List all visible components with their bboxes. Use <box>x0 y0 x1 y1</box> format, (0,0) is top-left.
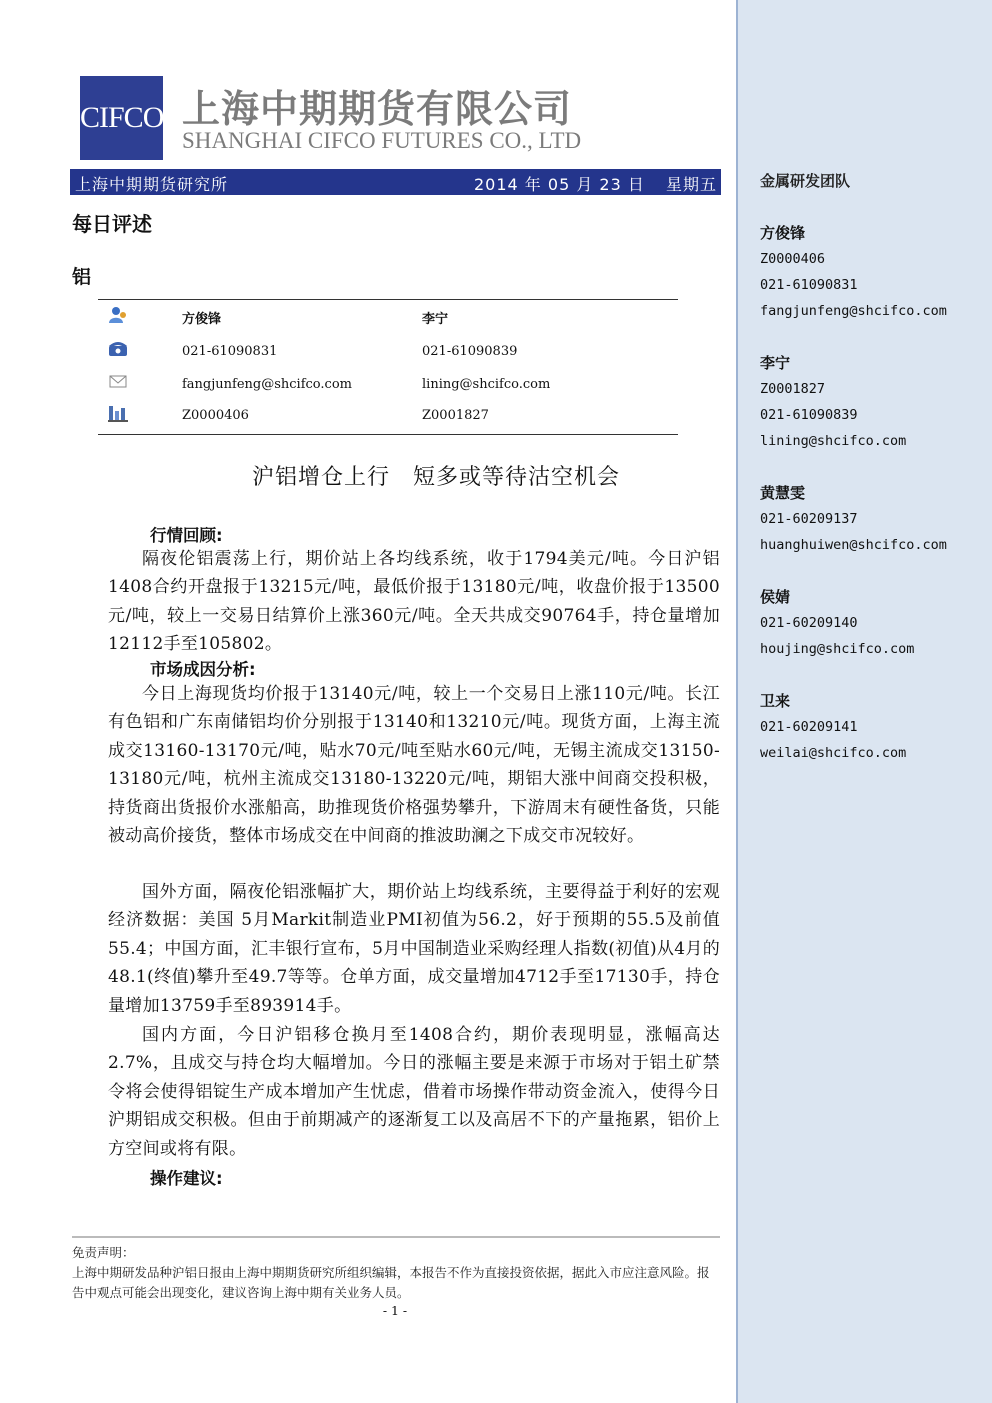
analyst-card-4 <box>760 584 914 662</box>
analyst-sidebar <box>736 0 992 1403</box>
report-headline: 沪铝增仓上行 短多或等待沽空机会 <box>251 465 620 490</box>
company-name-en: SHANGHAI CIFCO FUTURES CO., LTD <box>182 128 582 153</box>
analyst-card-3 <box>760 480 947 558</box>
contact-name-2: 李宁 <box>422 312 449 327</box>
contact-phone-2: 021-61090839 <box>422 344 518 359</box>
phone-icon <box>108 340 128 358</box>
contact-row-phones <box>98 340 678 360</box>
analyst-card-5 <box>760 688 906 766</box>
report-header-bar <box>70 169 721 195</box>
person-icon <box>108 306 128 324</box>
contact-table <box>98 299 678 435</box>
mail-icon <box>108 372 128 390</box>
company-name-cn: 上海中期期货有限公司 <box>182 87 573 131</box>
analyst-phone: 021-61090831 <box>760 277 858 293</box>
contact-name-1: 方俊锋 <box>182 312 222 327</box>
contact-id-2: Z0001827 <box>422 408 489 423</box>
company-logo-mark: CIFCO <box>80 76 163 160</box>
contact-email-2[interactable]: lining@shcifco.com <box>422 377 551 392</box>
paragraph-analysis-1: 今日上海现货均价报于13140元/吨，较上一个交易日上涨110元/吨。长江有色铝和广东南储铝均价分别报于13140和13210元/吨。现货方面，上海主流成交13160-13170元/吨，贴水70元/吨至贴水60元/吨，无锡主流成交13150-13180元/吨，杭州主流成交13180-13220元/吨，期铝大涨中间商交投积极，持货商出货报价水涨船高，助推现货价格强势攀升，下游周末有硬性备货，只能被动高价接货，整体市场成交在中间商的推波助澜之下成交市况较好。 <box>108 684 720 847</box>
section-title-analysis: 市场成因分析: <box>150 660 256 679</box>
contact-row-ids <box>98 404 678 424</box>
analyst-phone: 021-60209137 <box>760 511 858 527</box>
analyst-email[interactable]: lining@shcifco.com <box>760 433 907 449</box>
analyst-card-1 <box>760 220 947 324</box>
disclaimer <box>72 1243 720 1303</box>
section-title-advice: 操作建议: <box>150 1169 223 1188</box>
analyst-name: 黄慧雯 <box>760 484 806 502</box>
analyst-id: Z0001827 <box>760 381 826 397</box>
analyst-name: 方俊锋 <box>760 224 806 242</box>
paragraph-analysis-2: 国外方面，隔夜伦铝涨幅扩大，期价站上均线系统，主要得益于利好的宏观经济数据：美国 5月Markit制造业PMI初值为56.2，好于预期的55.5及前值55.4；中国方面，汇丰银行宣布，5月中国制造业采购经理人指数(初值)从4月的48.1(终值)攀升至49.7等等。仓单方面，成交量增加4712手至17130手，持仓量增加13759手至893914手。 <box>108 882 720 1016</box>
analyst-email[interactable]: weilai@shcifco.com <box>760 745 907 761</box>
contact-email-1[interactable]: fangjunfeng@shcifco.com <box>182 377 352 392</box>
contact-row-names <box>98 306 678 326</box>
page-number: - 1 - <box>382 1303 408 1318</box>
analyst-id: Z0000406 <box>760 251 826 267</box>
product-title: 铝 <box>72 266 92 288</box>
contact-id-1: Z0000406 <box>182 408 249 423</box>
section-title-review: 行情回顾: <box>150 526 223 545</box>
column-title: 每日评述 <box>72 212 152 236</box>
analyst-email[interactable]: fangjunfeng@shcifco.com <box>760 303 947 319</box>
contact-phone-1: 021-61090831 <box>182 344 278 359</box>
institute-name: 上海中期期货研究所 <box>75 175 229 194</box>
analyst-name: 李宁 <box>760 354 791 372</box>
team-title: 金属研发团队 <box>760 172 851 190</box>
analyst-phone: 021-60209141 <box>760 719 858 735</box>
paragraph-review: 隔夜伦铝震荡上行，期价站上各均线系统，收于1794美元/吨。今日沪铝1408合约开盘报于13215元/吨，最低价报于13180元/吨，收盘价报于13500元/吨，较上一交易日结算价上涨360元/吨。全天共成交90764手，持仓量增加12112手至105802。 <box>108 549 720 655</box>
analyst-email[interactable]: huanghuiwen@shcifco.com <box>760 537 947 553</box>
analyst-phone: 021-60209140 <box>760 615 858 631</box>
report-weekday: 星期五 <box>665 175 717 194</box>
license-chart-icon <box>108 404 128 422</box>
analyst-name: 侯婧 <box>760 588 791 606</box>
disclaimer-title: 免责声明： <box>72 1245 135 1260</box>
disclaimer-text: 上海中期研发品种沪铝日报由上海中期期货研究所组织编辑，本报告不作为直接投资依据，据此入市应注意风险。报告中观点可能会出现变化，建议咨询上海中期有关业务人员。 <box>72 1265 710 1300</box>
analyst-phone: 021-61090839 <box>760 407 858 423</box>
footer-divider <box>72 1236 720 1238</box>
contact-row-emails <box>98 372 678 392</box>
analyst-card-2 <box>760 350 906 454</box>
analyst-email[interactable]: houjing@shcifco.com <box>760 641 915 657</box>
analyst-name: 卫来 <box>760 692 791 710</box>
paragraph-analysis-3: 国内方面，今日沪铝移仓换月至1408合约，期价表现明显，涨幅高达2.7%，且成交与持仓均大幅增加。今日的涨幅主要是来源于市场对于铝土矿禁令将会使得铝锭生产成本增加产生忧虑，借着市场操作带动资金流入，使得今日沪期铝成交积极。但由于前期减产的逐渐复工以及高居不下的产量拖累，铝价上方空间或将有限。 <box>108 1025 720 1159</box>
report-date: 2014 年 05 月 23 日 <box>474 175 645 194</box>
